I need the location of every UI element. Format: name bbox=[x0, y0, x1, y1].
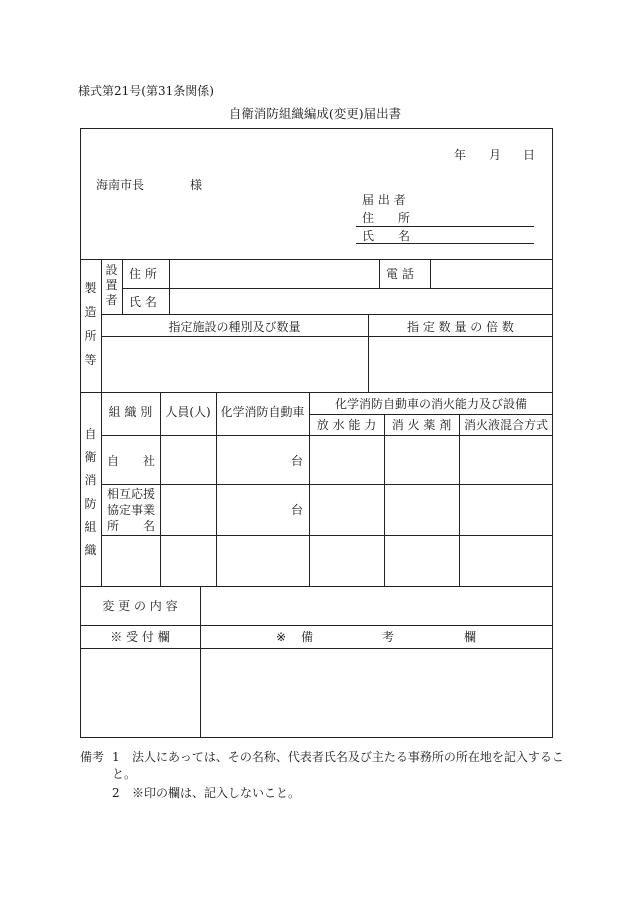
note-1-number: 1 bbox=[112, 750, 120, 764]
applicant-name-label: 氏 名 bbox=[362, 229, 411, 243]
col-vehicle: 化学消防自動車 bbox=[220, 405, 305, 419]
name-underline bbox=[356, 243, 534, 244]
note-2-number: 2 bbox=[112, 786, 120, 800]
document-title: 自衛消防組織編成(変更)届出書 bbox=[228, 106, 402, 121]
installer-name-label: 氏 名 bbox=[129, 295, 157, 309]
vehicle-unit-mutual: 台 bbox=[291, 503, 304, 517]
facility-header: 指定施設の種別及び数量 bbox=[168, 320, 301, 334]
note-2-text: ※印の欄は、記入しないこと。 bbox=[132, 786, 301, 800]
remarks-char-2: 考 bbox=[382, 630, 395, 644]
applicant-label: 届 出 者 bbox=[362, 193, 406, 207]
row-mutual-line3: 所 名 bbox=[107, 519, 156, 533]
org-group-label: 自 衛 消 防 組 織 bbox=[84, 427, 97, 557]
form-frame bbox=[80, 128, 553, 738]
note-1-text: 法人にあっては、その名称、代表者氏名及び主たる事務所の所在地を記入するこ bbox=[132, 750, 564, 764]
row-mutual-line2: 協定事業 bbox=[107, 503, 156, 517]
reception-header: ※ 受 付 欄 bbox=[110, 630, 170, 644]
row-mutual-line1: 相互応援 bbox=[107, 487, 156, 501]
multiple-header: 指 定 数 量 の 倍 数 bbox=[407, 320, 514, 334]
col-staff: 人員(人) bbox=[165, 405, 211, 419]
factory-group-label: 製 造 所 等 bbox=[84, 281, 97, 367]
installer-label: 設 置 者 bbox=[105, 263, 118, 307]
col-org-type: 組 織 別 bbox=[108, 405, 153, 419]
addressee: 海南市長 bbox=[96, 178, 145, 192]
col-mix: 消火液混合方式 bbox=[463, 418, 548, 432]
remarks-char-3: 欄 bbox=[464, 630, 477, 644]
address-underline bbox=[356, 226, 534, 227]
form-number: 様式第21号(第31条関係) bbox=[78, 84, 214, 98]
col-capacity-group: 化学消防自動車の消火能力及び設備 bbox=[334, 397, 527, 411]
note-1-text-cont: と。 bbox=[112, 767, 137, 781]
remarks-mark: ※ bbox=[276, 630, 287, 644]
vehicle-unit-own: 台 bbox=[291, 454, 304, 468]
phone-label: 電 話 bbox=[386, 267, 414, 281]
honorific: 様 bbox=[190, 178, 203, 192]
notes-heading: 備考 bbox=[80, 750, 105, 764]
installer-address-label: 住 所 bbox=[129, 267, 157, 281]
change-label: 変 更 の 内 容 bbox=[102, 599, 178, 613]
remarks-char-1: 備 bbox=[301, 630, 314, 644]
month-label: 月 bbox=[489, 148, 502, 162]
col-discharge: 放 水 能 力 bbox=[316, 418, 377, 432]
row-own-company: 自 社 bbox=[107, 454, 156, 468]
col-agent: 消 火 薬 剤 bbox=[391, 418, 452, 432]
year-label: 年 bbox=[454, 148, 467, 162]
day-label: 日 bbox=[523, 148, 536, 162]
applicant-address-label: 住 所 bbox=[362, 211, 411, 225]
